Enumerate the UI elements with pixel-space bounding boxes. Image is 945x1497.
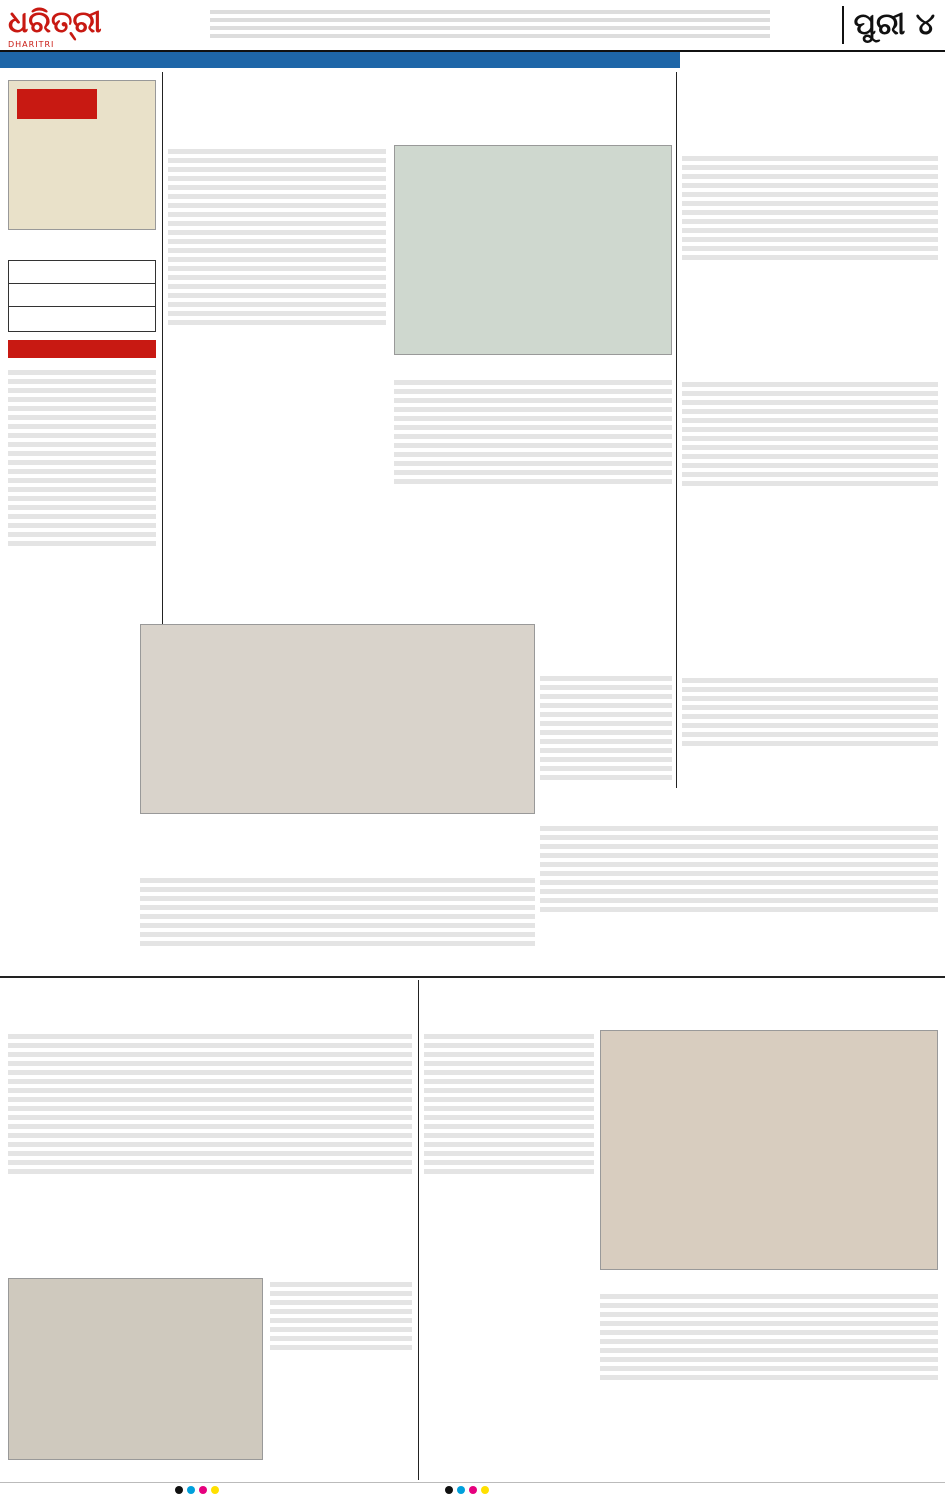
school-upgrade-continuation: [600, 1290, 938, 1480]
logo-mark: ଧରିତ୍ରୀ: [8, 5, 102, 40]
registration-mark-icon: [469, 1486, 477, 1494]
school-upgrade-photo: [600, 1030, 938, 1270]
darts-headline: [140, 834, 535, 870]
darts-photo: [140, 624, 535, 814]
school-upgrade-body: [424, 1030, 594, 1460]
logo: [8, 5, 118, 49]
ssc-headline: [682, 346, 938, 374]
teaser-strip: [210, 6, 770, 48]
top-story-body: [168, 145, 386, 615]
school-upgrade-headline: [424, 982, 938, 1024]
registration-mark-icon: [445, 1486, 453, 1494]
banner-ribbon: [17, 89, 97, 119]
sidebar-banner: [8, 80, 156, 230]
masthead: [0, 0, 945, 52]
top-story-continuation: [394, 376, 672, 616]
print-registration-strip: [0, 1482, 945, 1497]
farm-fair-headline: [682, 76, 938, 148]
isro-body: [540, 822, 938, 972]
registration-mark-icon: [481, 1486, 489, 1494]
agri-probe-continuation: [270, 1278, 412, 1478]
registration-mark-icon: [199, 1486, 207, 1494]
agri-probe-headline: [8, 982, 412, 1024]
price-row: [9, 307, 155, 330]
darts-body: [140, 874, 535, 972]
dateline: [0, 52, 680, 68]
top-story-caption: [394, 357, 672, 369]
price-row: [9, 261, 155, 284]
isro-headline: [540, 794, 938, 818]
farm-fair-body: [682, 152, 938, 342]
nss-body: [682, 674, 938, 794]
section-tag: [8, 340, 156, 358]
darts-photo-caption: [140, 816, 535, 828]
price-row: [9, 284, 155, 307]
school-upgrade-caption: [600, 1272, 938, 1284]
agri-probe-caption: [8, 1462, 263, 1474]
agri-probe-photo: [8, 1278, 263, 1460]
nss-headline: [682, 642, 938, 670]
registration-mark-icon: [175, 1486, 183, 1494]
registration-mark-icon: [211, 1486, 219, 1494]
sidebar-briefs: [8, 366, 156, 796]
top-story-photo: [394, 145, 672, 355]
registration-mark-icon: [187, 1486, 195, 1494]
registration-mark-icon: [457, 1486, 465, 1494]
page-label: ପୁରୀ ୪: [842, 6, 935, 44]
top-story-headline: [168, 76, 672, 134]
fire-headline: [540, 624, 672, 668]
price-box: [8, 260, 156, 332]
agri-probe-body: [8, 1030, 412, 1270]
ssc-body: [682, 378, 938, 638]
logo-subtitle: DHARITRI: [8, 40, 55, 49]
